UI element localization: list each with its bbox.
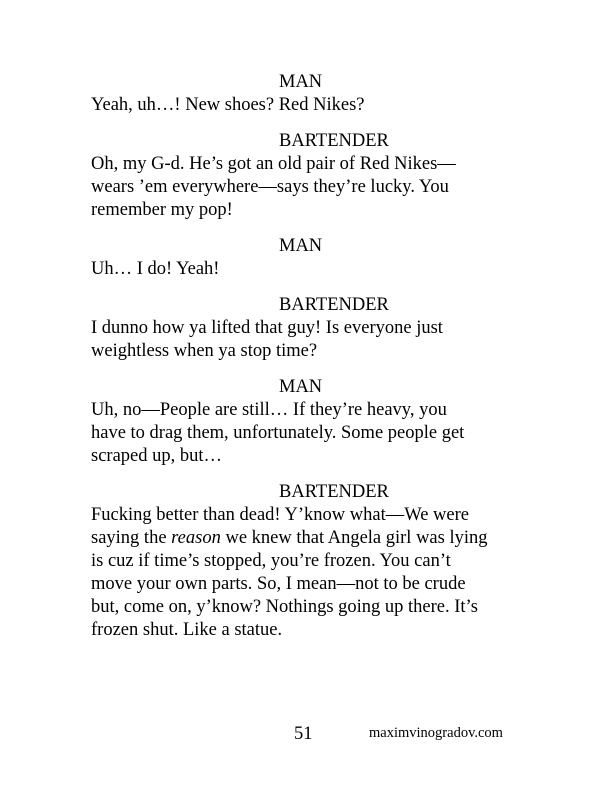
character-name: BARTENDER [279,295,389,315]
page-number: 51 [294,724,313,744]
character-name: MAN [279,236,323,256]
dialogue-text: we knew that Angela girl was lying [220,528,488,548]
dialogue-line: scraped up, but… [91,446,223,466]
dialogue-line: Oh, my G-d. He’s got an old pair of Red Nikes— [91,154,456,174]
dialogue-line: wears ’em everywhere—says they’re lucky. You [91,177,449,197]
dialogue-line: Fucking better than dead! Y’know what—We were [91,505,469,525]
dialogue-line: move your own parts. So, I mean—not to be crude [91,574,466,594]
dialogue-block [91,481,531,642]
dialogue-block [91,130,531,222]
dialogue-text: saying the [91,528,172,548]
dialogue-line: remember my pop! [91,200,233,220]
dialogue-line: Yeah, uh…! New shoes? Red Nikes? [91,95,365,115]
dialogue-line: I dunno how ya lifted that guy! Is everyone just [91,318,443,338]
dialogue-block [91,294,531,363]
dialogue-block [91,71,531,117]
dialogue-line: frozen shut. Like a statue. [91,620,283,640]
dialogue-line [91,527,531,550]
dialogue-line: but, come on, y’know? Nothings going up there. It’s [91,597,478,617]
dialogue-line: is cuz if time’s stopped, you’re frozen. You can’t [91,551,451,571]
script-body [91,71,531,655]
character-name: BARTENDER [279,131,389,151]
emphasized-word: reason [171,528,221,548]
dialogue-block [91,376,531,468]
dialogue-line: weightless when ya stop time? [91,341,318,361]
dialogue-line: Uh… I do! Yeah! [91,259,220,279]
character-name: BARTENDER [279,482,389,502]
dialogue-line: Uh, no—People are still… If they’re heavy, you [91,400,447,420]
dialogue-block [91,235,531,281]
dialogue-line: have to drag them, unfortunately. Some people get [91,423,465,443]
website-credit: maximvinogradov.com [369,725,503,741]
character-name: MAN [279,72,323,92]
character-name: MAN [279,377,323,397]
